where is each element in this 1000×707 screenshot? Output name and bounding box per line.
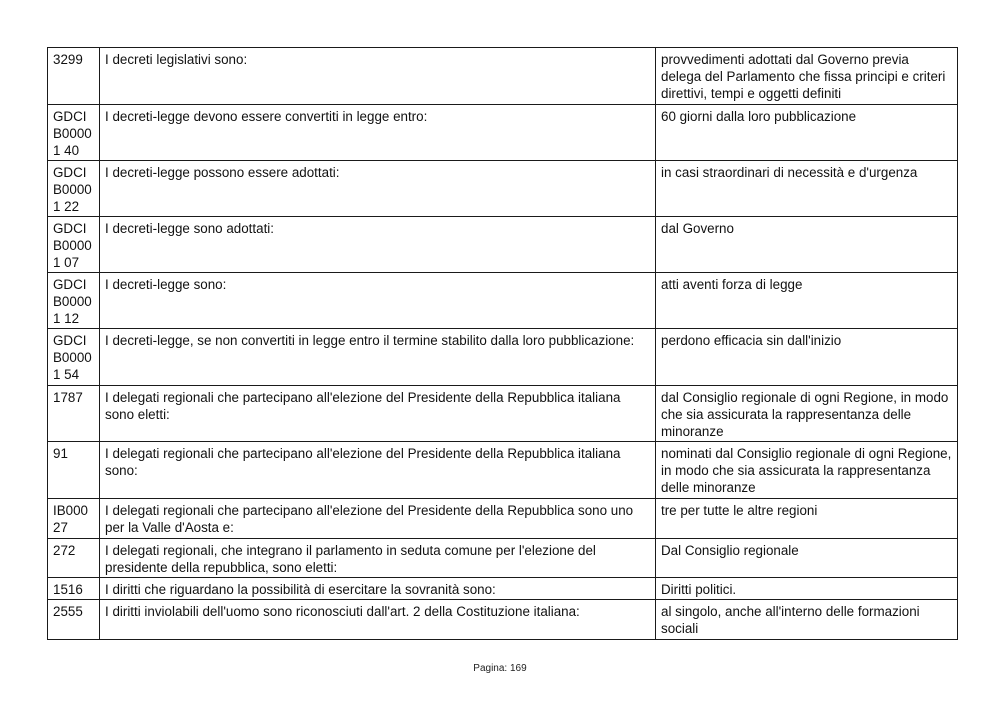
table-row	[48, 329, 958, 386]
question-text: I decreti legislativi sono:	[100, 48, 656, 105]
question-text: I delegati regionali che partecipano all'elezione del Presidente della Repubblica sono uno per la Valle d'Aosta e:	[100, 499, 656, 539]
table-row	[48, 217, 958, 273]
question-code: 1787	[48, 386, 100, 442]
question-code: 2555	[48, 600, 100, 640]
question-code: 1516	[48, 578, 100, 600]
table-row	[48, 48, 958, 105]
answer-text: atti aventi forza di legge	[656, 273, 958, 329]
question-code: 272	[48, 539, 100, 578]
question-text: I decreti-legge, se non convertiti in legge entro il termine stabilito dalla loro pubblicazione:	[100, 329, 656, 386]
question-text: I delegati regionali, che integrano il parlamento in seduta comune per l'elezione del presidente della repubblica, sono eletti:	[100, 539, 656, 578]
question-code: GDCIB00001 40	[48, 105, 100, 161]
table-row	[48, 442, 958, 499]
question-code: GDCIB00001 22	[48, 161, 100, 217]
question-text: I decreti-legge devono essere convertiti in legge entro:	[100, 105, 656, 161]
answer-text: Diritti politici.	[656, 578, 958, 600]
page-number: Pagina: 169	[473, 663, 527, 674]
table-row	[48, 578, 958, 600]
table-row	[48, 499, 958, 539]
question-text: I delegati regionali che partecipano all'elezione del Presidente della Repubblica italiana sono:	[100, 442, 656, 499]
table-row	[48, 273, 958, 329]
question-code: GDCIB00001 12	[48, 273, 100, 329]
answer-text: tre per tutte le altre regioni	[656, 499, 958, 539]
table-row	[48, 105, 958, 161]
question-text: I delegati regionali che partecipano all'elezione del Presidente della Repubblica italiana sono eletti:	[100, 386, 656, 442]
answer-text: nominati dal Consiglio regionale di ogni Regione, in modo che sia assicurata la rappresentanza delle minoranze	[656, 442, 958, 499]
answer-text: provvedimenti adottati dal Governo previa delega del Parlamento che fissa principi e criteri direttivi, tempi e oggetti definiti	[656, 48, 958, 105]
answer-text: dal Governo	[656, 217, 958, 273]
table-row	[48, 386, 958, 442]
question-text: I diritti che riguardano la possibilità di esercitare la sovranità sono:	[100, 578, 656, 600]
answer-text: 60 giorni dalla loro pubblicazione	[656, 105, 958, 161]
answer-text: dal Consiglio regionale di ogni Regione, in modo che sia assicurata la rappresentanza delle minoranze	[656, 386, 958, 442]
table-row	[48, 161, 958, 217]
question-code: 3299	[48, 48, 100, 105]
question-text: I decreti-legge possono essere adottati:	[100, 161, 656, 217]
table-row	[48, 600, 958, 640]
question-text: I decreti-legge sono:	[100, 273, 656, 329]
question-text: I decreti-legge sono adottati:	[100, 217, 656, 273]
table-row	[48, 539, 958, 578]
answer-text: Dal Consiglio regionale	[656, 539, 958, 578]
answer-text: al singolo, anche all'interno delle formazioni sociali	[656, 600, 958, 640]
question-code: IB000 27	[48, 499, 100, 539]
question-code: 91	[48, 442, 100, 499]
question-code: GDCIB00001 54	[48, 329, 100, 386]
answer-text: in casi straordinari di necessità e d'urgenza	[656, 161, 958, 217]
question-code: GDCIB00001 07	[48, 217, 100, 273]
question-answer-table	[47, 47, 958, 640]
question-text: I diritti inviolabili dell'uomo sono riconosciuti dall'art. 2 della Costituzione italiana:	[100, 600, 656, 640]
answer-text: perdono efficacia sin dall'inizio	[656, 329, 958, 386]
